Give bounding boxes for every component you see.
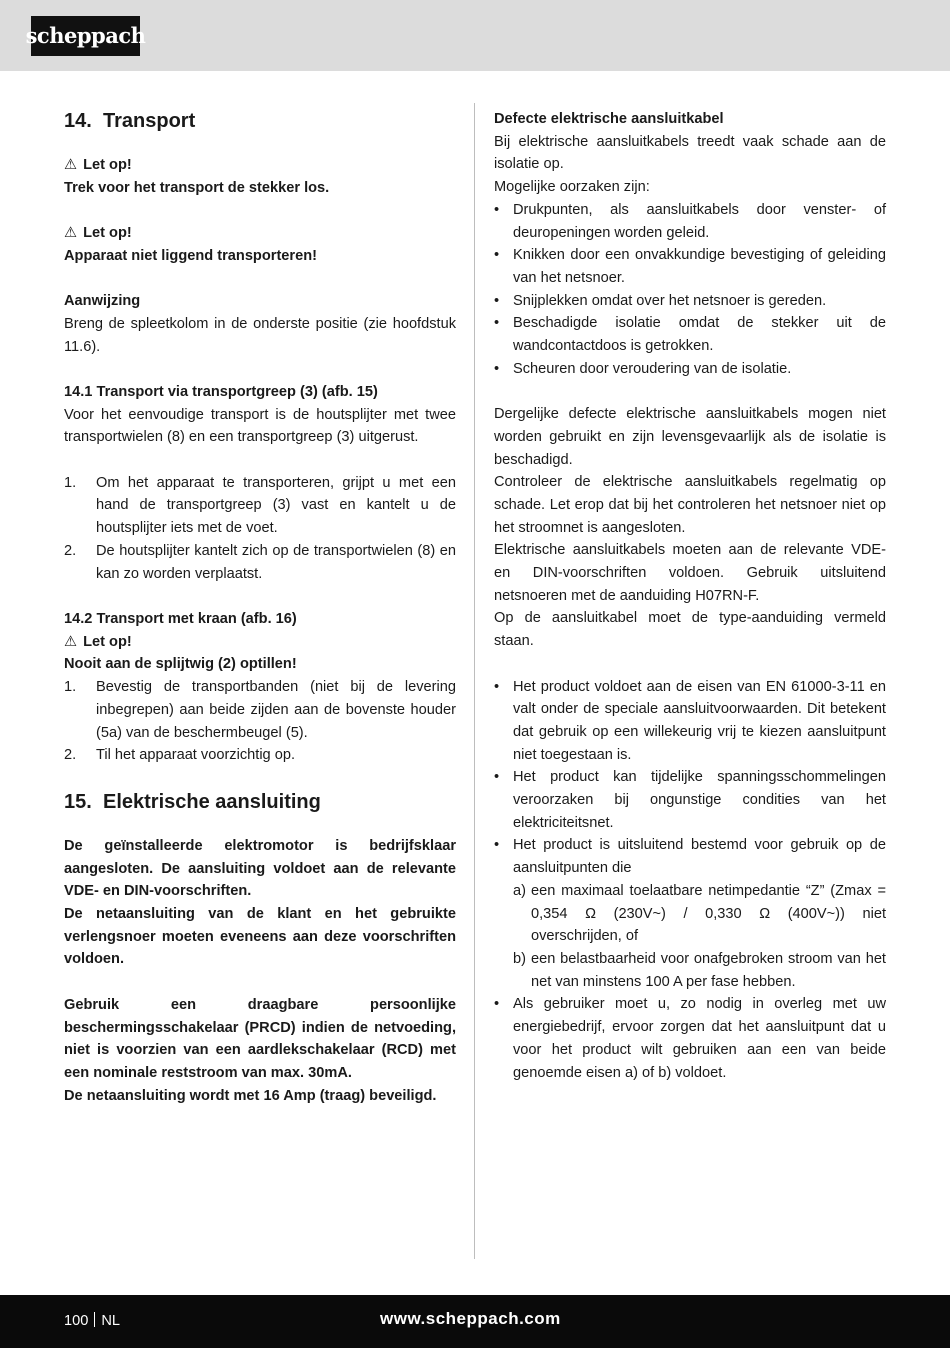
section-title: Elektrische aansluiting bbox=[103, 790, 321, 813]
sub-list-item bbox=[494, 880, 886, 948]
electrical-note-4: De netaansluiting wordt met 16 Amp (traag) beveiligd. bbox=[64, 1087, 437, 1104]
list-text: Snijplekken omdat over het netsnoer is gereden. bbox=[513, 292, 827, 309]
footer-separator bbox=[94, 1312, 95, 1327]
page-footer bbox=[0, 1295, 950, 1348]
list-item bbox=[494, 244, 886, 289]
warning-triangle-icon: ⚠ bbox=[64, 633, 78, 650]
list-text: Als gebruiker moet u, zo nodig in overleg met uw energiebedrijf, ervoor zorgen dat het aansluitpunt dat u voor het product wilt gebruiken aan een van beide genoemde eisen a) of b) voldoet. bbox=[513, 996, 886, 1081]
list-item bbox=[494, 834, 886, 879]
page-number bbox=[64, 1310, 120, 1333]
list-item bbox=[494, 766, 886, 834]
bullet: • bbox=[494, 678, 500, 695]
electrical-note-1: De geïnstalleerde elektromotor is bedrijfsklaar aangesloten. De aansluiting voldoet aan de relevante VDE- en DIN-voorschriften. bbox=[64, 837, 456, 900]
sub-list-item bbox=[494, 948, 886, 993]
cable-paragraph-2: Controleer de elektrische aansluitkabels regelmatig op schade. Let erop dat bij het controleren het netsnoer niet op het stroomnet is aangesloten. bbox=[494, 474, 886, 536]
hint-title: Aanwijzing bbox=[64, 293, 141, 310]
list-text: Knikken door een onvakkundige bevestiging of geleiding van het netsnoer. bbox=[513, 247, 886, 286]
sub-list-text: een maximaal toelaatbare netimpedantie “Z” (Zmax = 0,354 Ω (230V~) / 0,330 Ω (400V~)) niet overschrijden, of bbox=[531, 882, 886, 945]
bullet: • bbox=[494, 315, 500, 332]
list-text: Beschadigde isolatie omdat de stekker uit de wandcontactdoos is getrokken. bbox=[513, 315, 886, 355]
electrical-note-2: De netaansluiting van de klant en het gebruikte verlengsnoer moeten eveneens aan deze voorschriften voldoen. bbox=[64, 906, 456, 968]
warning-1 bbox=[64, 154, 456, 177]
list-item bbox=[494, 676, 886, 767]
list-text: Drukpunten, als aansluitkabels door venster- of deuropeningen worden geleid. bbox=[513, 201, 886, 241]
hint-text: Breng de spleetkolom in de onderste positie (zie hoofdstuk 11.6). bbox=[64, 315, 456, 355]
cable-paragraph-3: Elektrische aansluitkabels moeten aan de relevante VDE- en DIN-voorschriften voldoen. Gebruik uitsluitend netsnoeren met de aanduiding H07RN-F. bbox=[494, 542, 886, 604]
website-link[interactable]: www.scheppach.com bbox=[380, 1309, 561, 1328]
section-number: 15. bbox=[64, 790, 92, 813]
warning-3 bbox=[64, 631, 456, 654]
list-text: Scheuren door veroudering van de isolatie. bbox=[513, 360, 792, 377]
list-item bbox=[494, 312, 886, 357]
list-text: Het product kan tijdelijke spanningsschommelingen veroorzaken bij ongunstige condities van het elektriciteitsnet. bbox=[513, 769, 886, 831]
list-number: 2. bbox=[64, 747, 77, 764]
warning-2 bbox=[64, 222, 456, 245]
sub-list-text: een belastbaarheid voor onafgebroken stroom van het net van minstens 100 A per fase hebben. bbox=[531, 950, 886, 990]
cable-paragraph-1: Dergelijke defecte elektrische aansluitkabels mogen niet worden gebruikt en zijn levensgevaarlijk als de isolatie is beschadigd. bbox=[494, 406, 886, 468]
warning-triangle-icon: ⚠ bbox=[64, 157, 78, 173]
list-text: Het product voldoet aan de eisen van EN 61000-3-11 en valt onder de speciale aansluitvoorwaarden. Dit betekent dat gebruik op een willekeurig vrij te kiezen aansluitpunt niet toegestaan is. bbox=[513, 678, 886, 763]
list-item bbox=[64, 472, 456, 540]
language-code: NL bbox=[101, 1313, 121, 1329]
bullet: • bbox=[494, 996, 500, 1013]
bullet: • bbox=[494, 201, 500, 218]
section-number: 14. bbox=[64, 110, 92, 132]
warning-label: Let op! bbox=[83, 157, 132, 173]
warning-triangle-icon: ⚠ bbox=[64, 225, 78, 242]
bullet: • bbox=[494, 292, 500, 309]
list-item bbox=[64, 676, 456, 744]
left-column bbox=[64, 108, 456, 1107]
column-divider bbox=[474, 103, 475, 1259]
page-header bbox=[0, 0, 950, 71]
cable-paragraph-4: Op de aansluitkabel moet de type-aanduiding vermeld staan. bbox=[494, 610, 886, 650]
list-text: Til het apparaat voorzichtig op. bbox=[96, 747, 296, 764]
bullet: • bbox=[494, 360, 500, 377]
cable-title: Defecte elektrische aansluitkabel bbox=[494, 111, 724, 127]
section-14-heading bbox=[64, 108, 456, 134]
bullet: • bbox=[494, 769, 500, 786]
warning-3-text: Nooit aan de splijtwig (2) optillen! bbox=[64, 656, 297, 673]
list-number: 1. bbox=[64, 474, 77, 491]
warning-label: Let op! bbox=[83, 225, 132, 242]
electrical-note-3: Gebruik een draagbare persoonlijke beschermingsschakelaar (PRCD) indien de netvoeding, niet is voorzien van een aardlekschakelaar (RCD) met een nominale reststroom van max. 30mA. bbox=[64, 996, 456, 1081]
list-item bbox=[64, 744, 456, 767]
list-item bbox=[494, 199, 886, 244]
list-text: Om het apparaat te transporteren, grijpt u met een hand de transportgreep (3) vast en kantelt u de houtsplijter iets met de voet. bbox=[96, 474, 456, 537]
sub-list-letter: a) bbox=[513, 882, 526, 899]
causes-intro: Mogelijke oorzaken zijn: bbox=[494, 179, 650, 196]
list-item bbox=[64, 540, 456, 585]
list-number: 2. bbox=[64, 542, 77, 559]
page-number-value: 100 bbox=[64, 1313, 89, 1329]
bullet: • bbox=[494, 247, 500, 264]
list-text: Het product is uitsluitend bestemd voor gebruik op de aansluitpunten die bbox=[513, 837, 886, 877]
subsection-14-1-text: Voor het eenvoudige transport is de houtsplijter met twee transportwielen (8) en een transportgreep (3) uitgerust. bbox=[64, 406, 456, 446]
subsection-14-1-title: 14.1 Transport via transportgreep (3) (afb. 15) bbox=[64, 383, 378, 400]
scheppach-logo: scheppach bbox=[31, 16, 140, 56]
subsection-14-2-title: 14.2 Transport met kraan (afb. 16) bbox=[64, 610, 297, 627]
list-item bbox=[494, 358, 886, 381]
list-number: 1. bbox=[64, 679, 77, 696]
cable-intro: Bij elektrische aansluitkabels treedt vaak schade aan de isolatie op. bbox=[494, 133, 886, 173]
warning-1-text: Trek voor het transport de stekker los. bbox=[64, 179, 330, 196]
list-text: De houtsplijter kantelt zich op de transportwielen (8) en kan zo worden verplaatst. bbox=[96, 542, 456, 582]
list-item bbox=[494, 993, 886, 1084]
warning-2-text: Apparaat niet liggend transporteren! bbox=[64, 247, 317, 264]
bullet: • bbox=[494, 837, 500, 854]
right-column bbox=[494, 108, 886, 1084]
list-text: Bevestig de transportbanden (niet bij de levering inbegrepen) aan beide zijden aan de bovenste houder (5a) van de beschermbeugel (5). bbox=[96, 679, 456, 741]
section-15-heading bbox=[64, 789, 456, 815]
warning-label: Let op! bbox=[83, 633, 132, 650]
list-item bbox=[494, 290, 886, 313]
sub-list-letter: b) bbox=[513, 950, 526, 967]
section-title: Transport bbox=[103, 110, 196, 132]
